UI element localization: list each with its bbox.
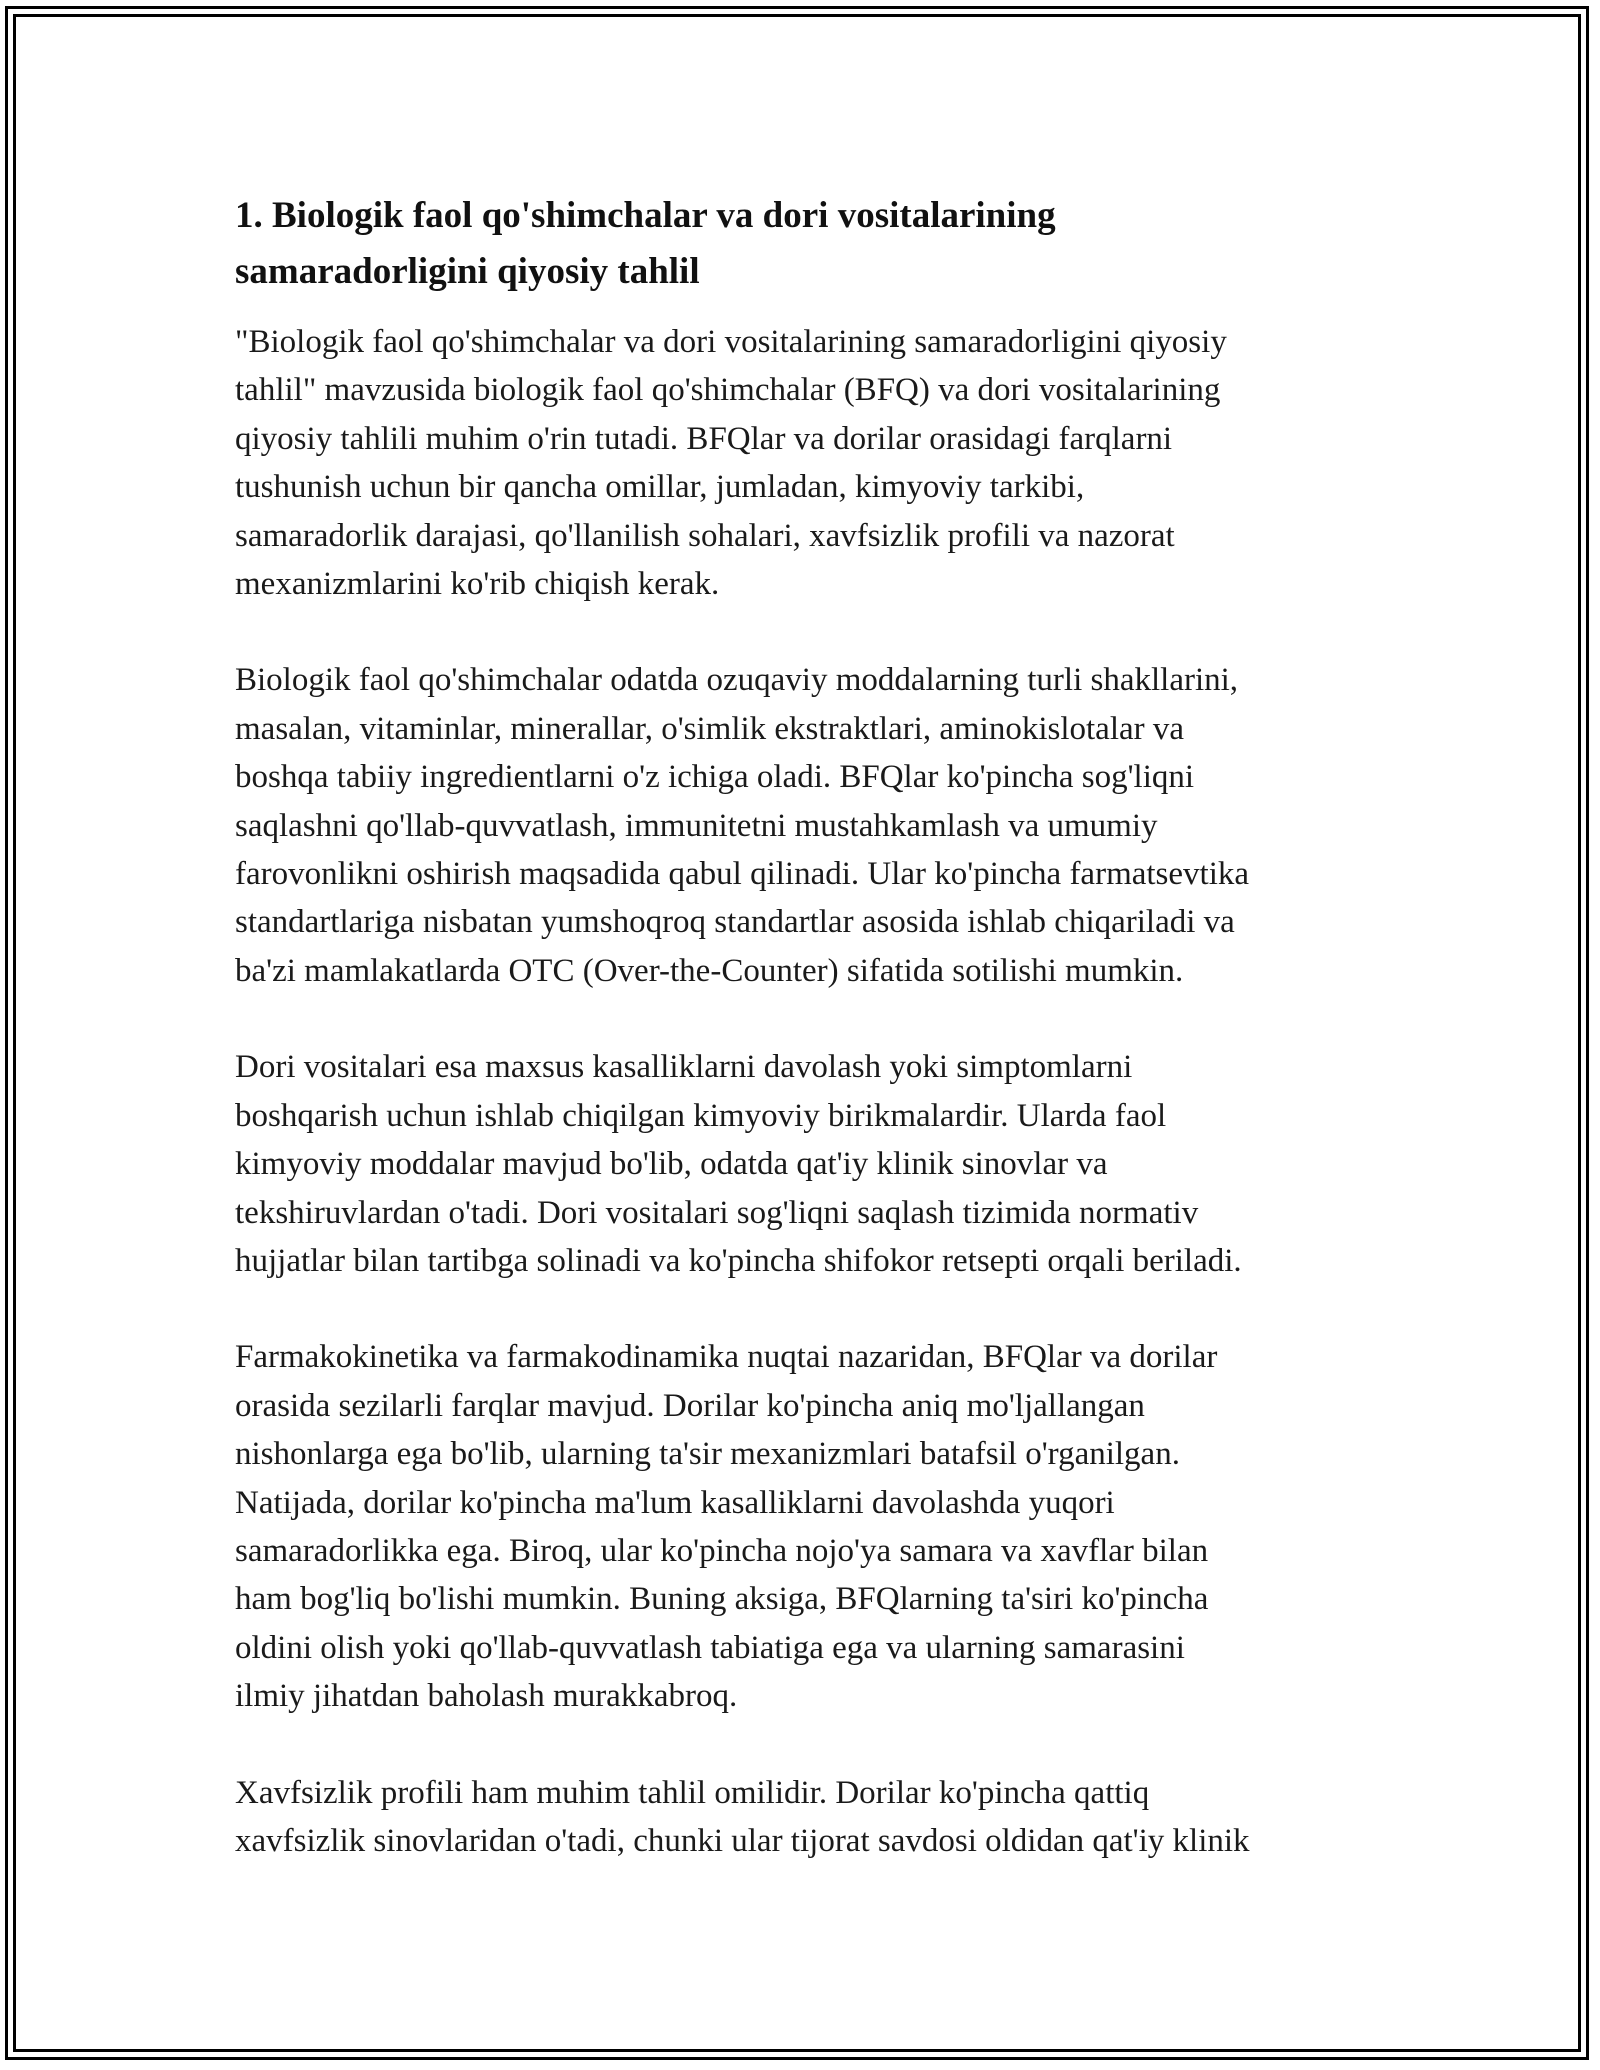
text-line: ilmiy jihatdan baholash murakkabroq. (235, 1678, 738, 1715)
text-line: hujjatlar bilan tartibga solinadi va ko'pincha shifokor retsepti orqali beriladi. (235, 1242, 1242, 1279)
text-line: orasida sezilarli farqlar mavjud. Dorilar ko'pincha aniq mo'ljallangan (235, 1387, 1145, 1424)
text-line: Biologik faol qo'shimchalar odatda ozuqaviy moddalarning turli shakllarini, (235, 662, 1239, 699)
text-line: ba'zi mamlakatlarda OTC (Over-the-Counter) sifatida sotilishi mumkin. (235, 952, 1184, 989)
text-line: nishonlarga ega bo'lib, ularning ta'sir mexanizmlari batafsil o'rganilgan. (235, 1436, 1180, 1473)
text-line: tahlil" mavzusida biologik faol qo'shimchalar (BFQ) va dori vositalarining (235, 372, 1221, 409)
paragraph-1 (235, 318, 1385, 608)
paragraph-3 (235, 1043, 1385, 1285)
text-line: ham bog'liq bo'lishi mumkin. Buning aksiga, BFQlarning ta'siri ko'pincha (235, 1581, 1209, 1618)
text-line: Natijada, dorilar ko'pincha ma'lum kasalliklarni davolashda yuqori (235, 1484, 1115, 1521)
text-line: xavfsizlik sinovlaridan o'tadi, chunki ular tijorat savdosi oldidan qat'iy klinik (235, 1822, 1250, 1859)
title-line: 1. Biologik faol qo'shimchalar va dori vositalarining (235, 195, 1056, 236)
paragraph-4 (235, 1333, 1385, 1720)
section-title (235, 188, 1385, 300)
text-line: "Biologik faol qo'shimchalar va dori vositalarining samaradorligini qiyosiy (235, 324, 1227, 360)
text-line: masalan, vitaminlar, minerallar, o'simlik ekstraktlari, aminokislotalar va (235, 710, 1185, 747)
text-line: Farmakokinetika va farmakodinamika nuqtai nazaridan, BFQlar va dorilar (235, 1339, 1218, 1376)
text-line: samaradorlikka ega. Biroq, ular ko'pincha nojo'ya samara va xavflar bilan (235, 1532, 1209, 1569)
text-line: saqlashni qo'llab-quvvatlash, immunitetni mustahkamlash va umumiy (235, 807, 1158, 844)
text-line: oldini olish yoki qo'llab-quvvatlash tabiatiga ega va ularning samarasini (235, 1629, 1185, 1666)
text-line: boshqarish uchun ishlab chiqilgan kimyoviy birikmalardir. Ularda faol (235, 1097, 1167, 1134)
text-line: Xavfsizlik profili ham muhim tahlil omilidir. Dorilar ko'pincha qattiq (235, 1774, 1150, 1811)
document-body (235, 188, 1385, 1913)
text-line: boshqa tabiiy ingredientlarni o'z ichiga oladi. BFQlar ko'pincha sog'liqni (235, 759, 1195, 796)
text-line: tekshiruvlardan o'tadi. Dori vositalari sog'liqni saqlash tizimida normativ (235, 1194, 1199, 1231)
text-line: Dori vositalari esa maxsus kasalliklarni davolash yoki simptomlarni (235, 1049, 1133, 1086)
text-line: farovonlikni oshirish maqsadida qabul qilinadi. Ular ko'pincha farmatsevtika (235, 856, 1250, 893)
text-line: kimyoviy moddalar mavjud bo'lib, odatda qat'iy klinik sinovlar va (235, 1146, 1108, 1183)
paragraph-5 (235, 1769, 1385, 1866)
text-line: standartlariga nisbatan yumshoqroq standartlar asosida ishlab chiqariladi va (235, 904, 1235, 941)
text-line: samaradorlik darajasi, qo'llanilish sohalari, xavfsizlik profili va nazorat (235, 517, 1175, 554)
paragraph-2 (235, 656, 1385, 995)
text-line: mexanizmlarini ko'rib chiqish kerak. (235, 566, 720, 603)
text-line: tushunish uchun bir qancha omillar, jumladan, kimyoviy tarkibi, (235, 469, 1085, 506)
title-line: samaradorligini qiyosiy tahlil (235, 251, 700, 292)
text-line: qiyosiy tahlili muhim o'rin tutadi. BFQlar va dorilar orasidagi farqlarni (235, 420, 1173, 457)
